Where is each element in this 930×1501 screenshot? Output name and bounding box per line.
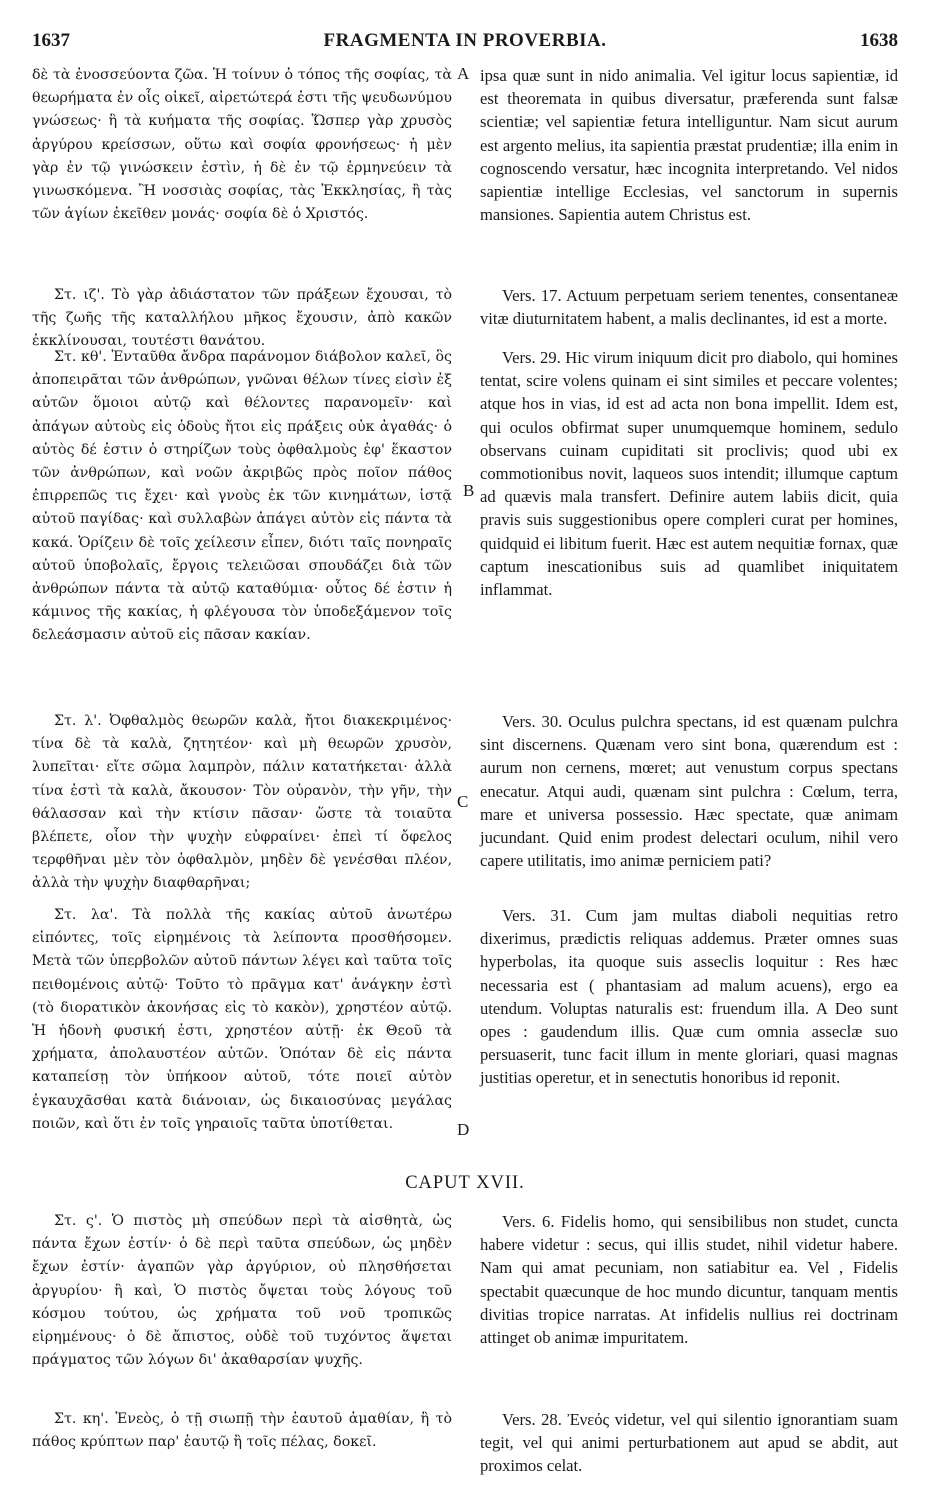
margin-marker-b: B	[463, 481, 475, 500]
latin-paragraph-vers-30: Vers. 30. Oculus pulchra spectans, id est quænam pulchra sint discernens. Quænam vero sint bona, quærendum est : aurum non cernens, mœret; aut venustum corpus spectans enecatur. Atqui audi, quænam sint pulchra : Cœlum, terra, mare et universa possessio. Hæc spectate, quæ animam jucundant. Quid enim prodest delectari oculum, nihil vero capere utilitatis, imo animæ perniciem pati?	[480, 712, 898, 871]
latin-paragraph-ch17-vers-28: Vers. 28. Ἐνεός videtur, vel qui silentio ignorantiam suam tegit, vel qui animi perturbationem aut apud se abdit, aut proximos celat.	[480, 1410, 898, 1476]
latin-paragraph-ch17-vers-6: Vers. 6. Fidelis homo, qui sensibilibus non studet, cuncta habere videtur : secus, qui illis studet, nihil videtur habere. Nam qui amat pecuniam, non satiabitur ea. Vel , Fidelis spectabit quæcunque de hoc mundo dicuntur, tanquam mentis divitias tropice narratas. At infidelis nullius rei doctrinam attinget ob animæ impuritatem.	[480, 1212, 898, 1348]
greek-paragraph-ch17-vers-6: Στ. ς'. Ὁ πιστὸς μὴ σπεύδων περὶ τὰ αἰσθητὰ, ὡς πάντα ἔχων ἐστίν· ὁ δὲ περὶ ταῦτα σπεύδων, ὡς μηδὲν ἔχων ἐστίν· ἀγαπῶν γὰρ ἀργύριον, οὐ πλησθήσεται ἀργυρίου· ἢ καὶ, Ὁ πιστὸς ὄψεται τοὺς λόγους τοῦ κόσμου τούτου, ὡς χρήματα τοῦ νοῦ τροπικῶς εἰρημένους· ὁ δὲ ἄπιστος, οὐδὲ τοῦ τυχόντος ἅψεται πράγματος τῶν λόγων δι' ἀκαθαρσίαν ψυχῆς.	[32, 1213, 452, 1369]
greek-paragraph-vers-17: Στ. ιζ'. Τὸ γὰρ ἀδιάστατον τῶν πράξεων ἔχουσαι, τὸ τῆς ζωῆς τῆς καταλλήλου μῆκος ἔχουσιν, ἀπὸ κακῶν ἐκκλίνουσαι, τουτέστι θανάτου.	[32, 287, 452, 350]
chapter-heading: CAPUT XVII.	[405, 1173, 525, 1193]
greek-paragraph-ch17-vers-28: Στ. κη'. Ἐνεὸς, ὁ τῇ σιωπῇ τὴν ἑαυτοῦ ἀμαθίαν, ἢ τὸ πάθος κρύπτων παρ' ἑαυτῷ ἢ τοῖς πέλας, δοκεῖ.	[32, 1411, 452, 1451]
margin-marker-d: D	[457, 1120, 470, 1139]
margin-marker-a: A	[457, 64, 470, 83]
latin-paragraph-vers-17: Vers. 17. Actuum perpetuam seriem tenentes, consentaneæ vitæ diuturnitatem habent, a malis declinantes, id est a morte.	[480, 286, 898, 329]
latin-paragraph-1: ipsa quæ sunt in nido animalia. Vel igitur locus sapientiæ, id est theoremata in quibus diversatur, præferenda sunt falsæ scientiæ; vel sapientiæ fetura intelliguntur. Nam sicut aurum est argento melius, ita sapientia præstat prudentiæ; illa enim in cognoscendo versatur, hæc incognita interpretando. Vel nidos sapientiæ intellige Ecclesias, vel sanctorum in supernis mansiones. Sapientia autem Christus est.	[480, 66, 898, 225]
greek-paragraph-vers-29: Στ. κθ'. Ἐνταῦθα ἄνδρα παράνομον διάβολον καλεῖ, ὃς ἀποπειρᾶται τῶν ἀνθρώπων, γνῶναι θέλων τίνες εἰσὶν ἐξ αὐτῶν ὅμοιοι αὐτῷ καὶ θέλοντες παρανομεῖν· καὶ ἀπάγων αὐτοὺς εἰς ὁδοὺς ἤτοι εἰς πράξεις οὐκ ἀγαθάς· ὁ αὐτὸς δέ ἐστιν ὁ στηρίζων τοὺς ὀφθαλμοὺς ἐφ' ἕκαστον τῶν ἀνθρώπων, καὶ νοῶν ἀκριβῶς πρὸς ποῖον πάθος ἐπιρρεπῶς τις ἔχει· καὶ γνοὺς ἐκ τῶν κινημάτων, ἱστᾷ αὐτοῦ παγίδας· καὶ συλλαβὼν ἀπάγει αὐτὸν εἰς πάντα τὰ κακά. Ὁρίζειν δὲ τοῖς χείλεσιν εἶπεν, διότι ταῖς πονηραῖς αὐτοῦ ὑποβολαῖς, ἔργοις τελειῶσαι σπουδάζει διὰ τῶν ἀνθρώπων πάντα τὰ αὐτῷ καταθύμια· οὗτος δέ ἐστιν ἡ κάμινος τῆς κακίας, ἡ φλέγουσα τὸν ὑποδεξάμενον τοῖς δελεάσμασιν αὐτοῦ εἰς πᾶσαν κακίαν.	[32, 349, 452, 644]
page-title: FRAGMENTA IN PROVERBIA.	[323, 30, 607, 51]
latin-paragraph-vers-31: Vers. 31. Cum jam multas diaboli nequitias retro dixerimus, prædictis reliquas addemus. Præter omnes suas hyperbolas, ita quoque suis asseclis loquitur : Res hæc necessaria est ( phantasiam ad malum acuens), ergo ea utendum. Voluptas naturalis est: fruendum illa. A Deo sunt opes : gaudendum illis. Quæ cum omnia asseclæ suo persuaserit, tunc facit illum in mente gloriari, quasi magnas justitias operetur, et in senectutis honoribus id reponit.	[480, 906, 898, 1088]
running-header	[32, 30, 898, 54]
page-number-left: 1637	[32, 30, 70, 51]
margin-marker-c: C	[457, 792, 469, 811]
greek-paragraph-vers-30: Στ. λ'. Ὀφθαλμὸς θεωρῶν καλὰ, ἤτοι διακεκριμένος· τίνα δὲ τὰ καλὰ, ζητητέον· καὶ μὴ θεωρῶν χρυσὸν, λυπεῖται· εἴτε σῶμα λαμπρὸν, πάλιν κατατήκεται· ἀλλὰ τίνα ἐστὶ τὰ καλὰ, ἄκουσον· Τὸν οὐρανὸν, τὴν γῆν, τὴν θάλασσαν καὶ τὴν κτίσιν πᾶσαν· ὥστε τὰ τοιαῦτα βλέπετε, οἷον τὴν ψυχὴν εὐφραίνει· ἐπεὶ τί ὄφελος τερφθῆναι μὲν τὸν ὀφθαλμὸν, μηδὲν δὲ γενέσθαι πλέον, ἀλλὰ τὴν ψυχὴν διαφθαρῆναι;	[32, 713, 452, 892]
greek-paragraph-1: δὲ τὰ ἐνοσσεύοντα ζῶα. Ἡ τοίνυν ὁ τόπος τῆς σοφίας, τὰ θεωρήματα ἐν οἷς οἰκεῖ, αἱρετώτερά ἐστι τῆς ψευδωνύμου γνώσεως· ἢ τὰ κυήματα τῆς σοφίας. Ὥσπερ γὰρ χρυσὸς ἀργύρου κρείσσων, οὕτω καὶ σοφία φρονήσεως· ἡ μὲν γὰρ ἐν τῷ γινώσκειν ἐστὶν, ἡ δὲ ἐν τῷ ἑρμηνεύειν τὰ γινωσκόμενα. Ἢ νοσσιὰς σοφίας, τὰς Ἐκκλησίας, ἢ τὰς τῶν ἁγίων ἐκεῖθεν μονάς· σοφία δὲ ὁ Χριστός.	[32, 67, 453, 223]
latin-paragraph-vers-29: Vers. 29. Hic virum iniquum dicit pro diabolo, qui homines tentat, scire volens quinam ei sint similes et peccare volentes; atque hos in vias, id est ad acta non bona impellit. Idem est, qui oculos obfirmat super unumquemque hominem, sedulo observans cuinam cupiditati sit proclivis; quod ubi ex commotionibus novit, laqueos suos intendit; illumque captum ad quævis mala transfert. Definire autem labiis dicit, quia pravis suis suggestionibus opere compleri curat per homines, quidquid ei libitum fuerit. Hæc est autem nequitiæ fornax, quæ captum inescationibus suis ad quamlibet iniquitatem inflammat.	[480, 348, 899, 600]
page-number-right: 1638	[860, 30, 898, 51]
greek-paragraph-vers-31: Στ. λα'. Τὰ πολλὰ τῆς κακίας αὐτοῦ ἀνωτέρω εἰπόντες, τοῖς εἰρημένοις τὰ λείποντα προσθήσομεν. Μετὰ τῶν ὑπερβολῶν αὐτοῦ πάντων λέγει καὶ ταῦτα τοῖς πειθομένοις αὐτῷ· Τοῦτο τὸ πρᾶγμα κατ' ἀνάγκην ἐστὶ (τὸ διορατικὸν ἀκονήσας εἰς τὸ κακὸν), χρηστέον αὐτῷ. Ἡ ἡδονὴ φυσική ἐστι, χρηστέον αὐτῇ· ἐκ Θεοῦ τὰ χρήματα, ἀπολαυστέον αὐτῶν. Ὁπόταν δὲ εἰς πάντα καταπείσῃ τὸν ὑπήκοον αὐτοῦ, τότε ποιεῖ αὐτὸν ἐγκαυχᾶσθαι κατὰ διάνοιαν, ὡς δικαιοσύνας μεγάλας ποιῶν, καὶ ὅτι ἐν τοῖς γηραιοῖς ταῦτα ὑποτίθεται.	[32, 907, 452, 1132]
